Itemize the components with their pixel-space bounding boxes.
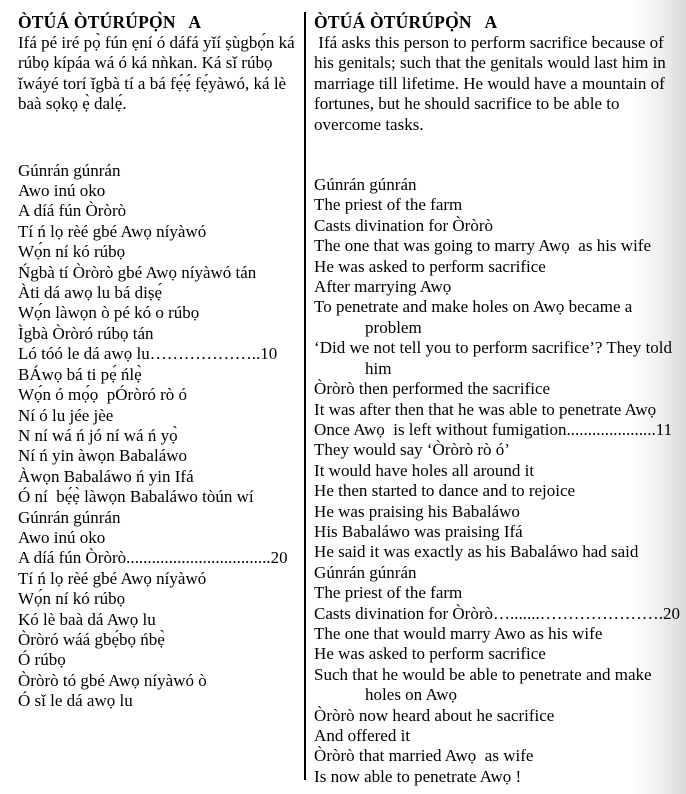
verse-line: Is now able to penetrate Awọ ! (314, 766, 522, 786)
verse-line: Àwọn Babaláwo ń yin Ifá (18, 466, 194, 486)
verse-line: It would have holes all around it (314, 460, 535, 480)
verse-line: Ó sǐ le dá awọ lu (18, 691, 133, 711)
intro-line: rúbọ kípáa wá ó ká nǹkan. Ká sǐ rúbọ (18, 53, 273, 73)
verse-line: Ló tóó le dá awọ lu………………..10 (18, 344, 278, 364)
verse-line: Wọ́n ní kó rúbọ (18, 589, 126, 609)
verse-line: Casts divination for Òròrò….......………………….20 (314, 603, 680, 623)
verse-line: Ńgbà tí Òròrò gbé Awọ níyàwó tán (18, 262, 257, 282)
left-column-title: ÒTÚÁ ÒTÚRÚPỌ̀N A (18, 12, 202, 32)
intro-line: overcome tasks. (314, 114, 424, 134)
verse-line: Kó lè baà dá Awọ lu (18, 609, 156, 629)
verse-line: Ní ń yin àwọn Babaláwo (18, 446, 188, 466)
verse-line: Awo inú oko (18, 181, 106, 201)
verse-line: Tí ń lọ rèé gbé Awọ níyàwó (18, 568, 207, 588)
left-verse-block (18, 161, 300, 712)
verse-line: Gúnrán gúnrán (18, 160, 121, 180)
verse-line: Wọ́n làwọn ò pé kó o rúbọ (18, 303, 200, 323)
intro-line: marriage till lifetime. He would have a mountain of (314, 73, 665, 93)
intro-line: baà sọkọ ẹ̀ dalẹ́. (18, 94, 127, 114)
left-paragraph-verse-gap (18, 115, 300, 161)
right-column-title: ÒTÚÁ ÒTÚRÚPỌ̀N A (314, 12, 498, 32)
right-verse-block (314, 175, 680, 787)
verse-line: His Babaláwo was praising Ifá (314, 521, 523, 541)
verse-line: He was praising his Babaláwo (314, 501, 520, 521)
verse-line: ‘Did we not tell you to perform sacrifice’? They told (314, 338, 673, 358)
verse-line: BÁwọ bá ti pẹ́ ńlẹ̀ (18, 364, 142, 384)
left-intro-paragraph (18, 33, 300, 115)
verse-line: He was asked to perform sacrifice (314, 256, 546, 276)
verse-line: Ìgbà Òròró rúbọ tán (18, 323, 154, 343)
verse-line: Òròrò tó gbé Awọ níyàwó ò (18, 670, 207, 690)
verse-line: To penetrate and make holes on Awọ became a (314, 297, 633, 317)
verse-line: Òròrò then performed the sacrifice (314, 379, 551, 399)
verse-line: The one that would marry Awo as his wife (314, 623, 603, 643)
verse-line: Once Awọ is left without fumigation.....................11 (314, 419, 673, 439)
verse-line: Ó rúbọ (18, 650, 66, 670)
verse-line: N ní wá ń jó ní wá ń yọ̀ (18, 425, 178, 445)
intro-line: ǐwáyé torí ǐgbà tí a bá fẹ́ẹ́ fẹ́yàwó, ká lè (18, 73, 287, 93)
intro-line: Ifá pé iré pọ̀ fún ẹní ó dáfá yǐí ṣùgbọ́n ká (18, 33, 295, 52)
verse-line: Such that he would be able to penetrate and make (314, 664, 652, 684)
verse-line: Àti dá awọ lu bá diṣẹ́ (18, 283, 162, 303)
verse-line: A díá fún Òròrò (18, 201, 127, 221)
verse-line: And offered it (314, 726, 411, 745)
verse-line: Gúnrán gúnrán (18, 507, 121, 527)
verse-line: The priest of the farm (314, 583, 463, 603)
verse-line: Wọ́n ní kó rúbọ (18, 242, 126, 262)
right-paragraph-verse-gap (314, 135, 680, 175)
verse-line: The one that was going to marry Awọ as his wife (314, 236, 652, 256)
right-intro-paragraph (314, 33, 680, 135)
verse-line: After marrying Awọ (314, 277, 452, 297)
right-column-english (306, 0, 686, 794)
verse-line: holes on Awọ (314, 685, 457, 705)
left-column-yoruba (0, 0, 304, 794)
verse-line: Ó ní bẹ́ẹ̀ làwọn Babaláwo tòún wí (18, 487, 254, 507)
verse-line: They would say ‘Òròrò rò ó’ (314, 440, 510, 460)
verse-line: He said it was exactly as his Babaláwo had said (314, 542, 639, 562)
verse-line: Òròró wáá gbẹ́bọ ńbẹ̀ (18, 629, 165, 649)
verse-line: Casts divination for Òròrò (314, 215, 493, 235)
intro-line: Ifá asks this person to perform sacrifice because of (314, 33, 664, 52)
verse-line: Wọ́n ó mọ́ọ pÓròró rò ó (18, 385, 188, 405)
verse-line: He then started to dance and to rejoice (314, 481, 576, 501)
verse-line: Òròrò that married Awọ as wife (314, 746, 534, 766)
verse-line: It was after then that he was able to penetrate Awọ (314, 399, 657, 419)
verse-line: He was asked to perform sacrifice (314, 644, 546, 664)
verse-line: Ní ó lu jée jèe (18, 405, 114, 425)
verse-line: The priest of the farm (314, 195, 463, 215)
verse-line: Awo inú oko (18, 527, 106, 547)
verse-line: A díá fún Òròrò..................................20 (18, 548, 288, 568)
verse-line: Gúnrán gúnrán (314, 562, 417, 582)
verse-line: problem (314, 317, 422, 337)
verse-line: Tí ń lọ rèé gbé Awọ níyàwó (18, 221, 207, 241)
verse-line: him (314, 358, 392, 378)
intro-line: his genitals; such that the genitals would last him in (314, 53, 666, 73)
verse-line: Gúnrán gúnrán (314, 175, 417, 195)
intro-line: fortunes, but he should sacrifice to be able to (314, 94, 620, 114)
verse-line: Òròrò now heard about he sacrifice (314, 705, 555, 725)
